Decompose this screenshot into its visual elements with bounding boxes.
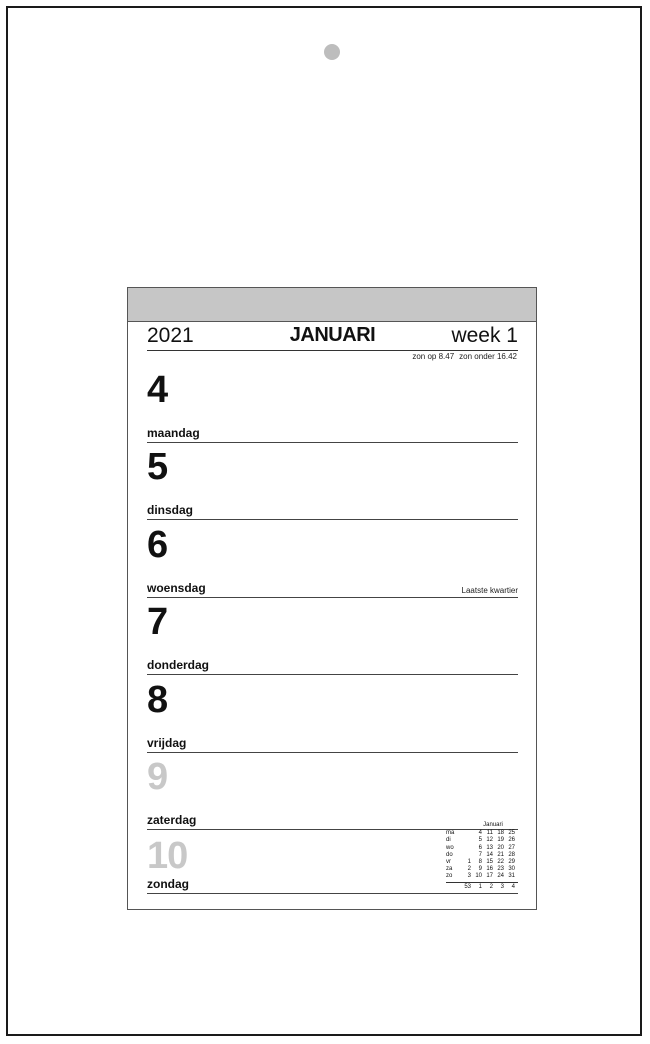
sunrise-text: zon op 8.47 <box>412 352 455 361</box>
day-name: zaterdag <box>147 813 197 827</box>
calendar-backboard <box>6 6 642 1036</box>
date-cell: 20 <box>497 844 504 851</box>
day-row <box>147 366 518 443</box>
day-number: 10 <box>147 835 188 877</box>
date-cell: 6 <box>478 844 482 851</box>
date-cell: 23 <box>497 866 504 873</box>
date-cell: 24 <box>497 873 504 880</box>
weekday-label: zo <box>446 873 453 880</box>
date-cell <box>460 837 471 844</box>
moon-phase-note: Laatste kwartier <box>461 586 518 595</box>
date-cell: 28 <box>508 851 515 858</box>
date-cell: 4 <box>478 830 482 837</box>
day-row <box>147 816 518 894</box>
date-cell: 7 <box>478 851 482 858</box>
day-number: 5 <box>147 446 168 488</box>
day-row <box>147 598 518 675</box>
week-number-cell: 3 <box>500 883 504 890</box>
weekday-label: do <box>446 851 453 858</box>
date-cell: 11 <box>486 830 493 837</box>
mini-calendar-row <box>446 866 518 873</box>
day-number: 4 <box>147 369 168 411</box>
week-number-cell: 4 <box>511 883 515 890</box>
day-row <box>147 521 518 598</box>
day-name: maandag <box>147 426 200 440</box>
date-cell: 2 <box>467 866 471 873</box>
day-number: 8 <box>147 679 168 721</box>
date-cell: 14 <box>486 851 493 858</box>
week-number-cell: 2 <box>489 883 493 890</box>
weekday-label: vr <box>446 859 451 866</box>
month-label: JANUARI <box>289 324 376 346</box>
day-name: vrijdag <box>147 736 187 750</box>
weekday-label: za <box>446 866 453 873</box>
date-cell <box>460 830 471 837</box>
mini-month-calendar <box>446 822 518 891</box>
date-cell: 13 <box>486 844 493 851</box>
day-number: 9 <box>147 756 168 798</box>
date-cell: 5 <box>478 837 482 844</box>
date-cell: 9 <box>478 866 482 873</box>
date-cell: 22 <box>497 859 504 866</box>
mini-calendar-row <box>446 873 518 880</box>
mini-calendar-row <box>446 845 518 852</box>
date-cell: 31 <box>508 873 515 880</box>
date-cell: 3 <box>467 873 471 880</box>
date-cell: 12 <box>486 837 493 844</box>
weekday-label: ma <box>446 830 455 837</box>
week-number-cell: 53 <box>464 883 471 890</box>
year-label: 2021 <box>147 324 194 347</box>
mini-calendar-row <box>446 837 518 844</box>
hanging-hole <box>324 44 340 60</box>
date-cell: 26 <box>508 837 515 844</box>
day-row <box>147 443 518 520</box>
date-cell: 15 <box>486 859 493 866</box>
weekday-label: di <box>446 837 451 844</box>
day-name: woensdag <box>147 581 206 595</box>
weekday-label: wo <box>446 844 454 851</box>
calendar-top-strip <box>128 288 536 322</box>
mini-calendar-row <box>446 852 518 859</box>
day-name: dinsdag <box>147 503 194 517</box>
date-cell: 17 <box>486 873 493 880</box>
date-cell <box>460 852 471 859</box>
date-cell: 16 <box>486 866 493 873</box>
date-cell: 1 <box>467 859 471 866</box>
date-cell: 18 <box>497 830 504 837</box>
date-cell: 10 <box>475 873 482 880</box>
date-cell: 25 <box>508 830 515 837</box>
sunset-text: zon onder 16.42 <box>459 352 517 361</box>
mini-calendar-row <box>446 830 518 837</box>
calendar-header <box>147 324 518 351</box>
sun-times <box>412 352 517 361</box>
date-cell: 29 <box>508 859 515 866</box>
week-number-cell: 1 <box>478 883 482 890</box>
mini-calendar-week-numbers <box>446 882 518 891</box>
date-cell: 30 <box>508 866 515 873</box>
mini-calendar-title: Januari <box>483 822 503 828</box>
date-cell: 19 <box>497 837 504 844</box>
date-cell: 27 <box>508 844 515 851</box>
calendar-page <box>127 287 537 910</box>
date-cell <box>460 845 471 852</box>
day-name: zondag <box>147 877 189 891</box>
day-row <box>147 676 518 753</box>
day-number: 7 <box>147 601 168 643</box>
week-label: week 1 <box>451 324 518 347</box>
mini-calendar-row <box>446 859 518 866</box>
day-number: 6 <box>147 524 168 566</box>
day-name: donderdag <box>147 658 209 672</box>
date-cell: 8 <box>478 859 482 866</box>
date-cell: 21 <box>497 851 504 858</box>
